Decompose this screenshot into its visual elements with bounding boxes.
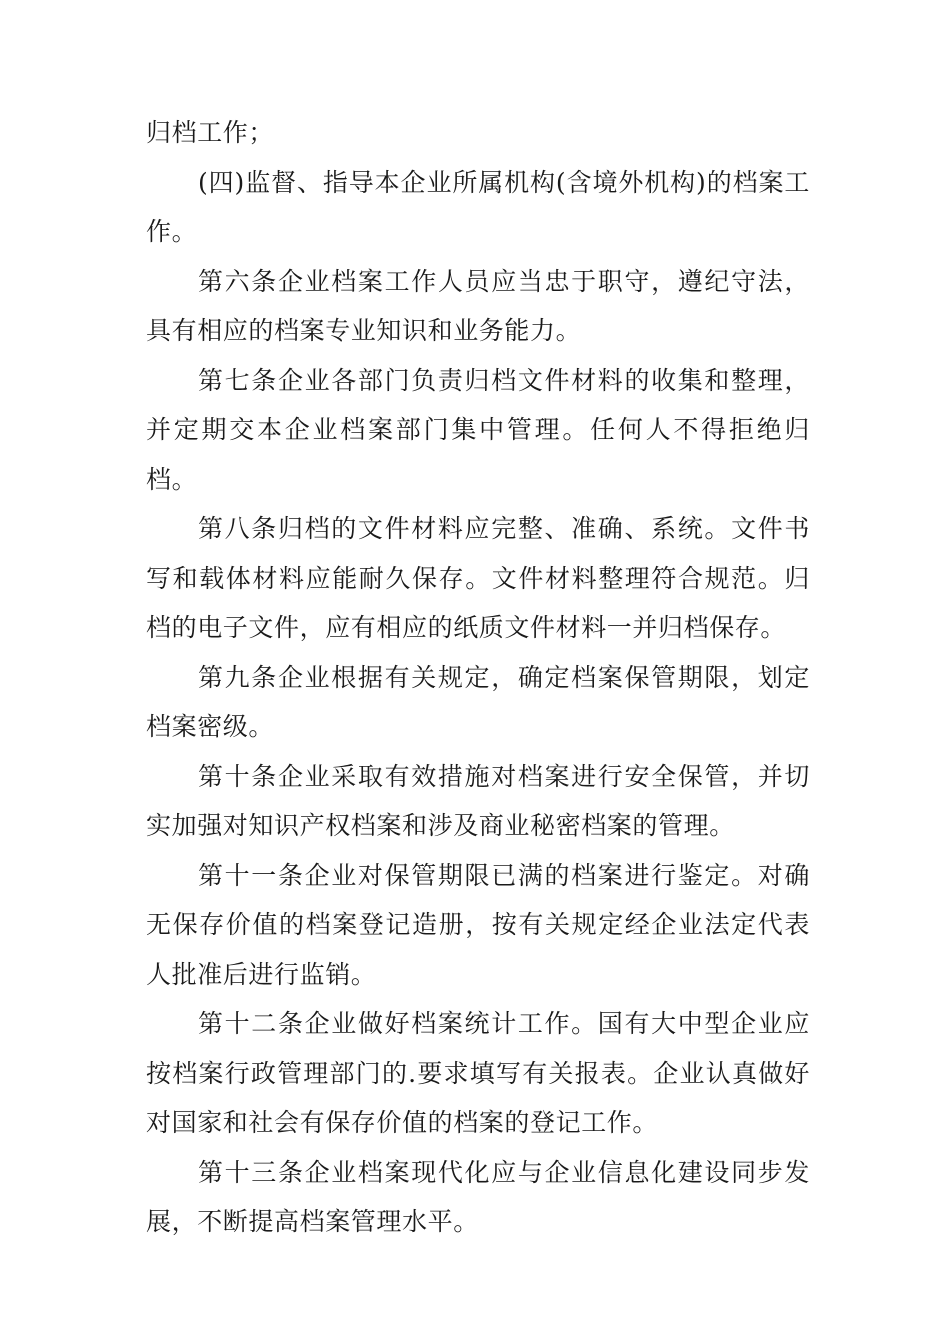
paragraph-item-4: (四)监督、指导本企业所属机构(含境外机构)的档案工作。 xyxy=(146,167,810,246)
paragraph-article-6: 第六条企业档案工作人员应当忠于职守，遵纪守法，具有相应的档案专业知识和业务能力。 xyxy=(146,266,810,345)
paragraph-article-13: 第十三条企业档案现代化应与企业信息化建设同步发展，不断提高档案管理水平。 xyxy=(146,1157,810,1236)
paragraph-article-8: 第八条归档的文件材料应完整、准确、系统。文件书写和载体材料应能耐久保存。文件材料整理符合规范。归档的电子文件，应有相应的纸质文件材料一并归档保存。 xyxy=(146,514,810,642)
paragraph-article-9: 第九条企业根据有关规定，确定档案保管期限，划定档案密级。 xyxy=(146,662,810,741)
paragraph-article-10: 第十条企业采取有效措施对档案进行安全保管，并切实加强对知识产权档案和涉及商业秘密档案的管理。 xyxy=(146,761,810,840)
paragraph-article-12: 第十二条企业做好档案统计工作。国有大中型企业应按档案行政管理部门的.要求填写有关报表。企业认真做好对国家和社会有保存价值的档案的登记工作。 xyxy=(146,1009,810,1137)
paragraph-article-11: 第十一条企业对保管期限已满的档案进行鉴定。对确无保存价值的档案登记造册，按有关规定经企业法定代表人批准后进行监销。 xyxy=(146,860,810,989)
document-body xyxy=(146,108,810,1247)
paragraph-article-7: 第七条企业各部门负责归档文件材料的收集和整理，并定期交本企业档案部门集中管理。任何人不得拒绝归档。 xyxy=(146,365,810,494)
paragraph-continuation: 归档工作； xyxy=(146,118,275,147)
